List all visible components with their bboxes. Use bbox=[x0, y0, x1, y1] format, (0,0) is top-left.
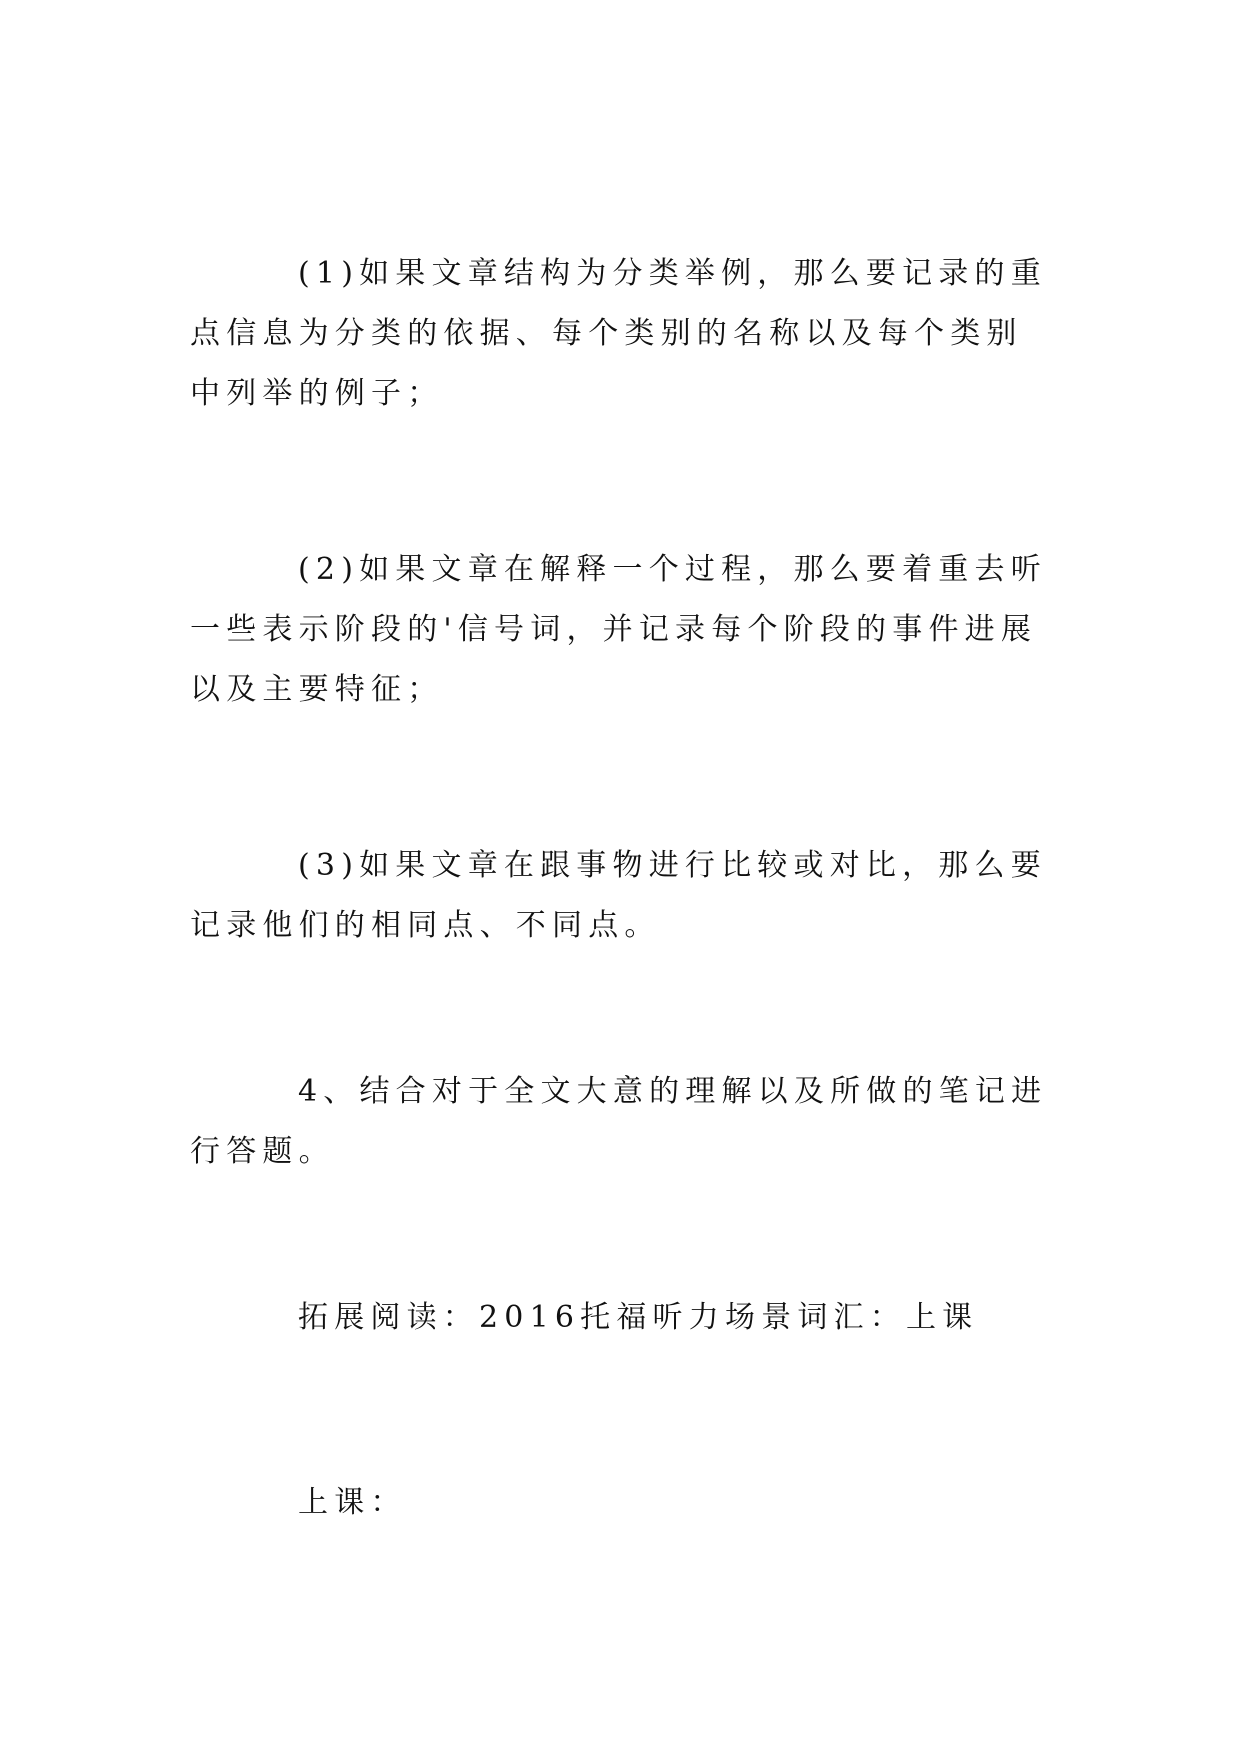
paragraph-tip-1: (1)如果文章结构为分类举例，那么要记录的重点信息为分类的依据、每个类别的名称以及每个类别中列举的例子； bbox=[190, 256, 1047, 411]
paragraph-tip-2: (2)如果文章在解释一个过程，那么要着重去听一些表示阶段的'信号词，并记录每个阶段的事件进展以及主要特征； bbox=[190, 552, 1047, 707]
extended-reading-heading: 拓展阅读：2016托福听力场景词汇：上课 bbox=[298, 1300, 979, 1335]
section-label-class: 上课： bbox=[298, 1485, 407, 1520]
paragraph-tip-3: (3)如果文章在跟事物进行比较或对比，那么要记录他们的相同点、不同点。 bbox=[190, 848, 1047, 943]
paragraph-step-4: 4、结合对于全文大意的理解以及所做的笔记进行答题。 bbox=[190, 1074, 1048, 1169]
